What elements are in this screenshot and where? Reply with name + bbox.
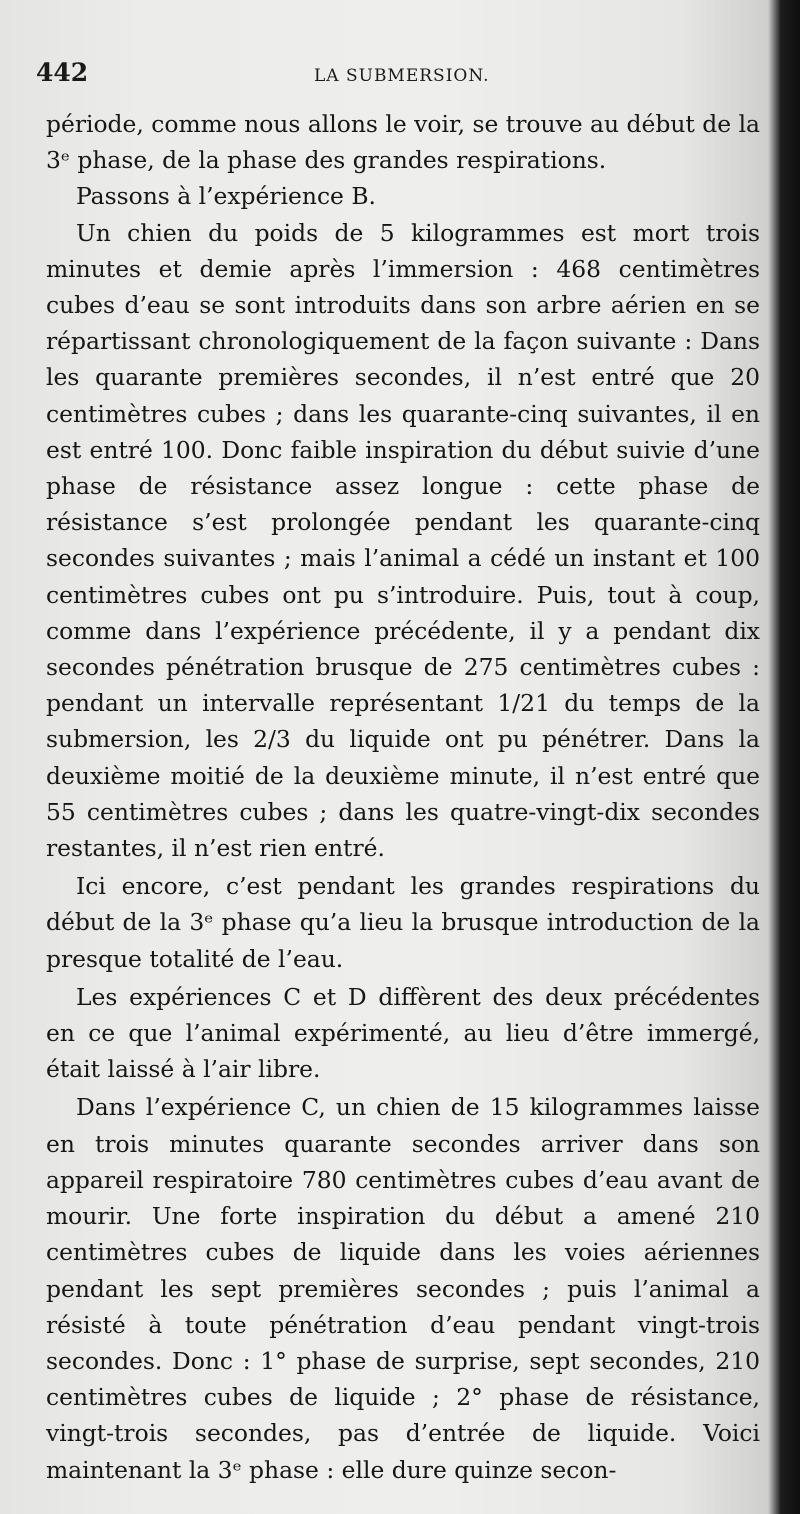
body-text bbox=[46, 106, 760, 1488]
paragraph: Les expériences C et D diffèrent des deux précédentes en ce que l’animal expérimenté, au lieu d’être immergé, était laissé à l’air libre. bbox=[46, 982, 760, 1084]
page-number: 442 bbox=[36, 58, 89, 87]
paragraph: Ici encore, c’est pendant les grandes respirations du début de la 3ᵉ phase qu’a lieu la brusque introduction de la presque totalité de l’eau. bbox=[46, 872, 760, 973]
paragraph: Dans l’expérience C, un chien de 15 kilogrammes laisse en trois minutes quarante secondes arriver dans son appareil respiratoire 780 centimètres cubes d’eau avant de mourir. Une forte inspiration du début a amené 210 centimètres cubes de liquide dans les voies aériennes pendant les sept premières secondes ; puis l’animal a résisté à toute pénétration d’eau pendant vingt-trois secondes. Donc : 1° phase de surprise, sept secondes, 210 centimètres cubes de liquide ; 2° phase de résistance, vingt-trois secondes, pas d’entrée de liquide. Voici maintenant la 3ᵉ phase : elle dure quinze secon- bbox=[46, 1093, 760, 1484]
paragraph: Un chien du poids de 5 kilogrammes est mort trois minutes et demie après l’immersion : 468 centimètres cubes d’eau se sont introduits dans son arbre aérien en se répartissant chronologiquement de la façon suivante : Dans les quarante premières secondes, il n’est entré que 20 centimètres cubes ; dans les quarante-cinq suivantes, il en est entré 100. Donc faible inspiration du début suivie d’une phase de résistance assez longue : cette phase de résistance s’est prolongée pendant les quarante-cinq secondes suivantes ; mais l’animal a cédé un instant et 100 centimètres cubes ont pu s’introduire. Puis, tout à coup, comme dans l’expérience précédente, il y a pendant dix secondes pénétration brusque de 275 centimètres cubes : pendant un intervalle représentant 1/21 du temps de la submersion, les 2/3 du liquide ont pu pénétrer. Dans la deuxième moitié de la deuxième minute, il n’est entré que 55 centimètres cubes ; dans les quatre-vingt-dix secondes restantes, il n’est rien entré. bbox=[46, 218, 760, 863]
running-title: LA SUBMERSION. bbox=[314, 66, 490, 86]
page-header bbox=[36, 58, 736, 98]
paragraph: période, comme nous allons le voir, se trouve au début de la 3ᵉ phase, de la phase des grandes respirations. bbox=[46, 110, 760, 175]
paragraph: Passons à l’expérience B. bbox=[76, 182, 376, 211]
